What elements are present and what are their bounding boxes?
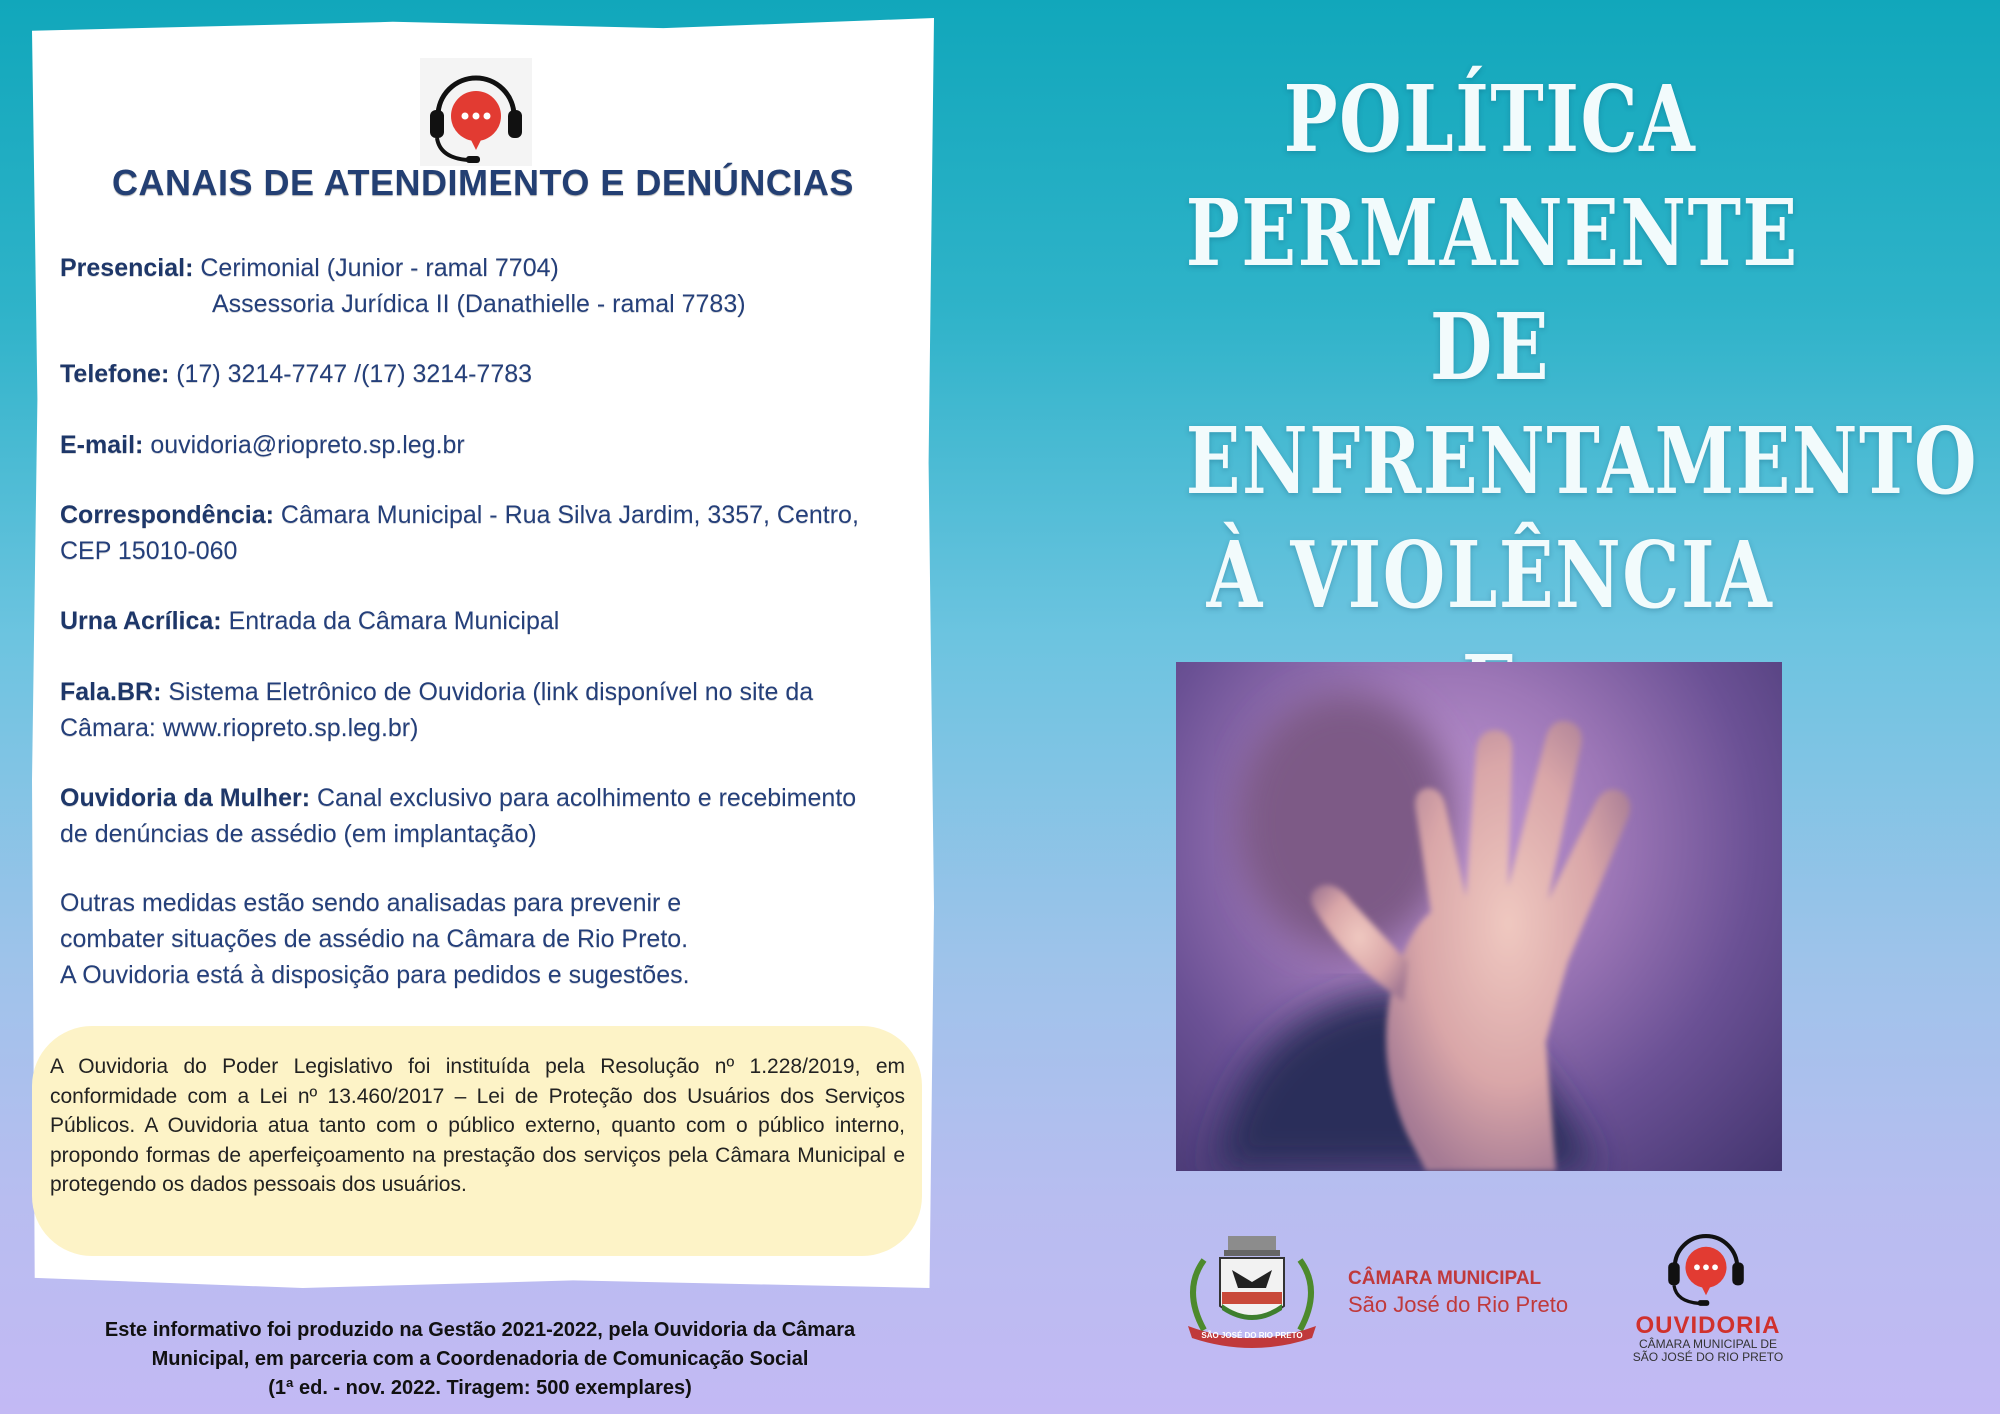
credits-line1: Este informativo foi produzido na Gestão 2021-2022, pela Ouvidoria da Câmara (104, 1319, 856, 1341)
info-box-text: A Ouvidoria do Poder Legislativo foi instituída pela Resolução nº 1.228/2019, em conformidade com a Lei nº 13.460/2017 – Lei de Proteção dos Usuários dos Serviços Públicos. A Ouvidoria atua tanto com o público externo, quanto com o público interno, propondo formas de aperfeiçoamento na prestação dos serviços pela Câmara Municipal e protegendo os dados pessoais dos usuários. (50, 1055, 905, 1196)
headline-line1: POLÍTICA (1283, 65, 1697, 173)
ouvidoria-mulher-block (60, 780, 860, 852)
outras-line1: Outras medidas estão sendo analisadas para prevenir e (60, 889, 682, 917)
channels-title: CANAIS DE ATENDIMENTO E DENÚNCIAS (112, 162, 854, 203)
raised-hand-icon (1176, 662, 1782, 1171)
correspondencia-value: Câmara Municipal - Rua Silva Jardim, 3357, Centro, CEP 15010-060 (60, 501, 859, 565)
credits (30, 1316, 930, 1403)
headline-line4: À VIOLÊNCIA (1206, 521, 1774, 629)
ouvidoria-headset-icon (1660, 1218, 1752, 1310)
presencial-line2: Assessoria Jurídica II (Danathielle - ramal 7783) (212, 290, 746, 318)
credits-line2: Municipal, em parceria com a Coordenadoria de Comunicação Social (151, 1348, 809, 1370)
presencial-label: Presencial: (60, 254, 194, 282)
correspondencia-label: Correspondência: (60, 501, 274, 529)
presencial-line1: Cerimonial (Junior - ramal 7704) (200, 254, 559, 282)
camara-name (1348, 1266, 1568, 1318)
ouvidoria-sub1: CÂMARA MUNICIPAL DE (1638, 1337, 1778, 1351)
falabr-label: Fala.BR: (60, 678, 162, 706)
raised-hand-photo (1176, 662, 1782, 1171)
ouvidoria-title: OUVIDORIA (1635, 1312, 1781, 1339)
urna-value: Entrada da Câmara Municipal (228, 607, 560, 635)
credits-line3: (1ª ed. - nov. 2022. Tiragem: 500 exemplares) (268, 1377, 692, 1399)
telefone-value: (17) 3214-7747 /(17) 3214-7783 (176, 360, 533, 388)
ouvidoria-subtitle (1620, 1338, 1796, 1364)
outras-line3: A Ouvidoria está à disposição para pedidos e sugestões. (60, 961, 690, 989)
correspondencia-block (60, 497, 880, 569)
email-value[interactable]: ouvidoria@riopreto.sp.leg.br (150, 431, 465, 459)
headset-chat-icon (420, 58, 532, 166)
email-label: E-mail: (60, 431, 144, 459)
urna-block (60, 603, 880, 639)
ouvidoria-mulher-label: Ouvidoria da Mulher: (60, 784, 311, 812)
email-block (60, 427, 880, 463)
falabr-block (60, 674, 860, 746)
urna-label: Urna Acrílica: (60, 607, 222, 635)
outras-medidas-block (60, 885, 880, 993)
headline-line2: PERMANENTE DE (1185, 179, 1799, 401)
camara-line1: CÂMARA MUNICIPAL (1348, 1268, 1542, 1289)
ouvidoria-mulher-value: Canal exclusivo para acolhimento e recebimento de denúncias de assédio (em implantação) (60, 784, 857, 848)
falabr-value: Sistema Eletrônico de Ouvidoria (link disponível no site da Câmara: www.riopreto.sp.leg.br) (60, 678, 814, 742)
telefone-label: Telefone: (60, 360, 170, 388)
telefone-block (60, 356, 880, 392)
seal-ribbon-text: SÃO JOSÉ DO RIO PRETO (1201, 1331, 1303, 1340)
presencial-block (60, 250, 880, 322)
ouvidoria-sub2: SÃO JOSÉ DO RIO PRETO (1632, 1350, 1784, 1364)
headline-line3: ENFRENTAMENTO (1185, 407, 1979, 515)
camara-line2: São José do Rio Preto (1348, 1292, 1569, 1317)
outras-line2: combater situações de assédio na Câmara de Rio Preto. (60, 925, 689, 953)
